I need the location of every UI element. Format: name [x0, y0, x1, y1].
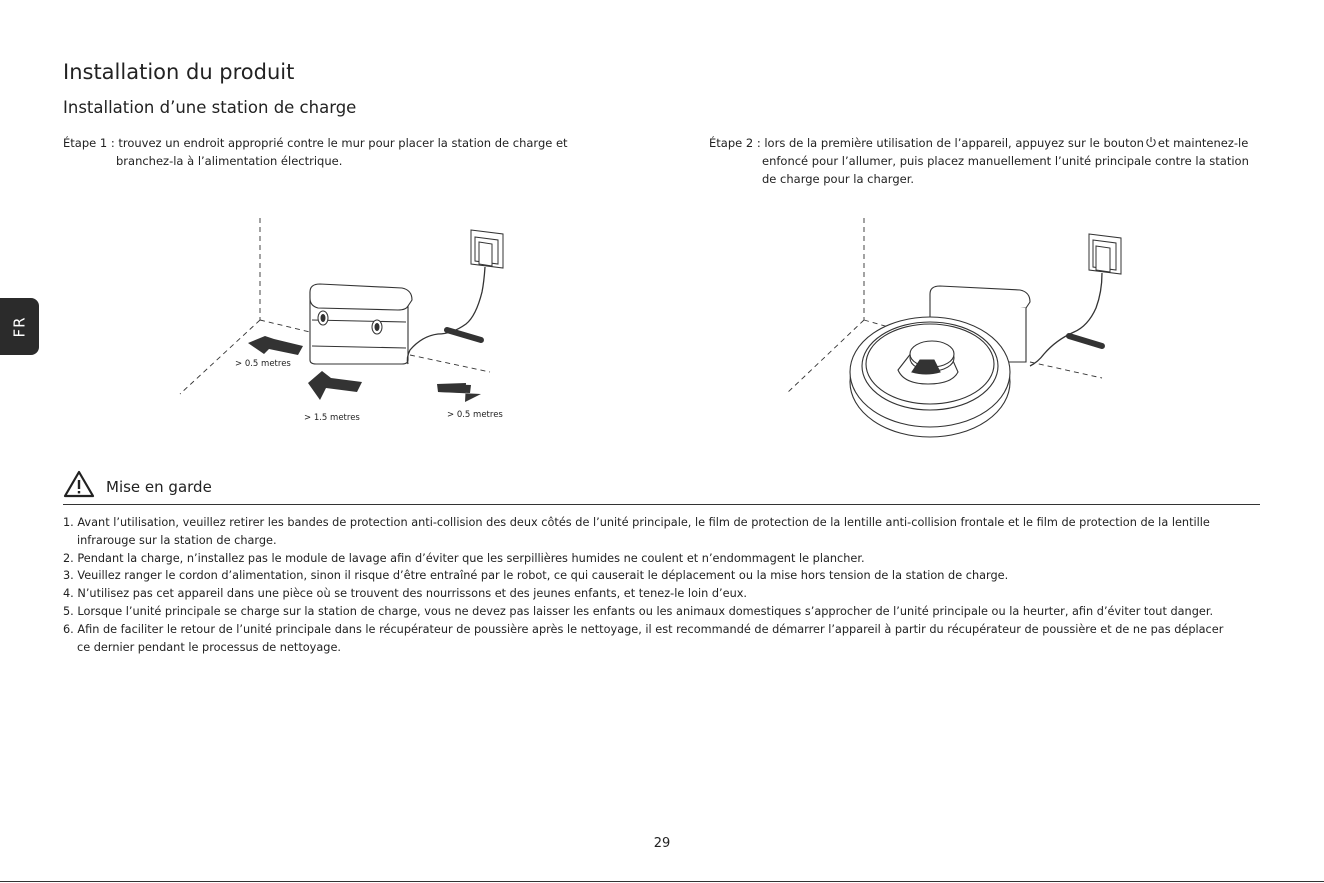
caution-item-2: 2. Pendant la charge, n’installez pas le module de lavage afin d’éviter que les serpillières humides ne coulent et n’endommagent le plancher.: [63, 551, 865, 565]
warning-icon: [63, 470, 95, 498]
right-clearance-label: > 0.5 metres: [447, 410, 503, 420]
step-2-line-1a: Étape 2 : lors de la première utilisation de l’appareil, appuyez sur le bouton: [709, 136, 1144, 150]
station-clearance-drawing: [170, 212, 520, 437]
step-1-line-2: branchez-la à l’alimentation électrique.: [116, 154, 343, 168]
language-tab-label: FR: [10, 315, 29, 338]
section-title: Installation d’une station de charge: [63, 98, 357, 117]
language-tab: [0, 298, 39, 355]
left-clearance-label: > 0.5 metres: [235, 359, 291, 369]
step-2-text: [709, 134, 1249, 188]
caution-item-3: 3. Veuillez ranger le cordon d’alimentation, sinon il risque d’être entraîné par le robot, ce qui causerait le déplacement ou la mise hors tension de la station de charge.: [63, 569, 1009, 583]
caution-item-1-cont: infrarouge sur la station de charge.: [77, 533, 277, 547]
step-2-line-3: de charge pour la charger.: [762, 172, 915, 186]
page-title: Installation du produit: [63, 60, 295, 84]
front-clearance-label: > 1.5 metres: [304, 413, 360, 423]
page-number: 29: [653, 836, 671, 851]
caution-item-4: 4. N’utilisez pas cet appareil dans une pièce où se trouvent des nourrissons et des jeunes enfants, et tenez-le loin d’eux.: [63, 587, 748, 601]
caution-list: [63, 514, 1268, 656]
caution-item-1: 1. Avant l’utilisation, veuillez retirer les bandes de protection anti-collision des deux côtés de l’unité principale, le film de protection de la lentille anti-collision frontale et le film de protection de la lentille: [63, 516, 1210, 529]
left-clearance-arrow: [248, 336, 303, 355]
caution-title: Mise en garde: [106, 478, 212, 496]
caution-item-6-cont: ce dernier pendant le processus de nettoyage.: [77, 640, 341, 654]
bottom-rule: [0, 881, 1324, 882]
front-clearance-arrow: [308, 371, 362, 400]
step-1-line-1: Étape 1 : trouvez un endroit approprié contre le mur pour placer la station de charge et: [63, 136, 568, 150]
step-2-line-2: enfoncé pour l’allumer, puis placez manuellement l’unité principale contre la station: [762, 154, 1249, 168]
step-2-line-1b: et maintenez-le: [1157, 136, 1249, 150]
power-icon: [1145, 136, 1157, 148]
robot-docking-illustration: [780, 212, 1130, 457]
step-1-text: [63, 134, 568, 170]
caution-header: [63, 470, 1260, 505]
station-clearance-illustration: [170, 212, 520, 437]
caution-item-5: 5. Lorsque l’unité principale se charge sur la station de charge, vous ne devez pas laisser les enfants ou les animaux domestiques s’approcher de l’unité principale ou la heurter, afin d’éviter tout danger.: [63, 604, 1214, 618]
robot-docking-drawing: [780, 212, 1130, 457]
caution-item-6: 6. Afin de faciliter le retour de l’unité principale dans le récupérateur de poussière après le nettoyage, il est recommandé de démarrer l’appareil à partir du récupérateur de poussière et de ne pas déplacer: [63, 622, 1224, 636]
step-2-line-1: [709, 134, 1249, 152]
